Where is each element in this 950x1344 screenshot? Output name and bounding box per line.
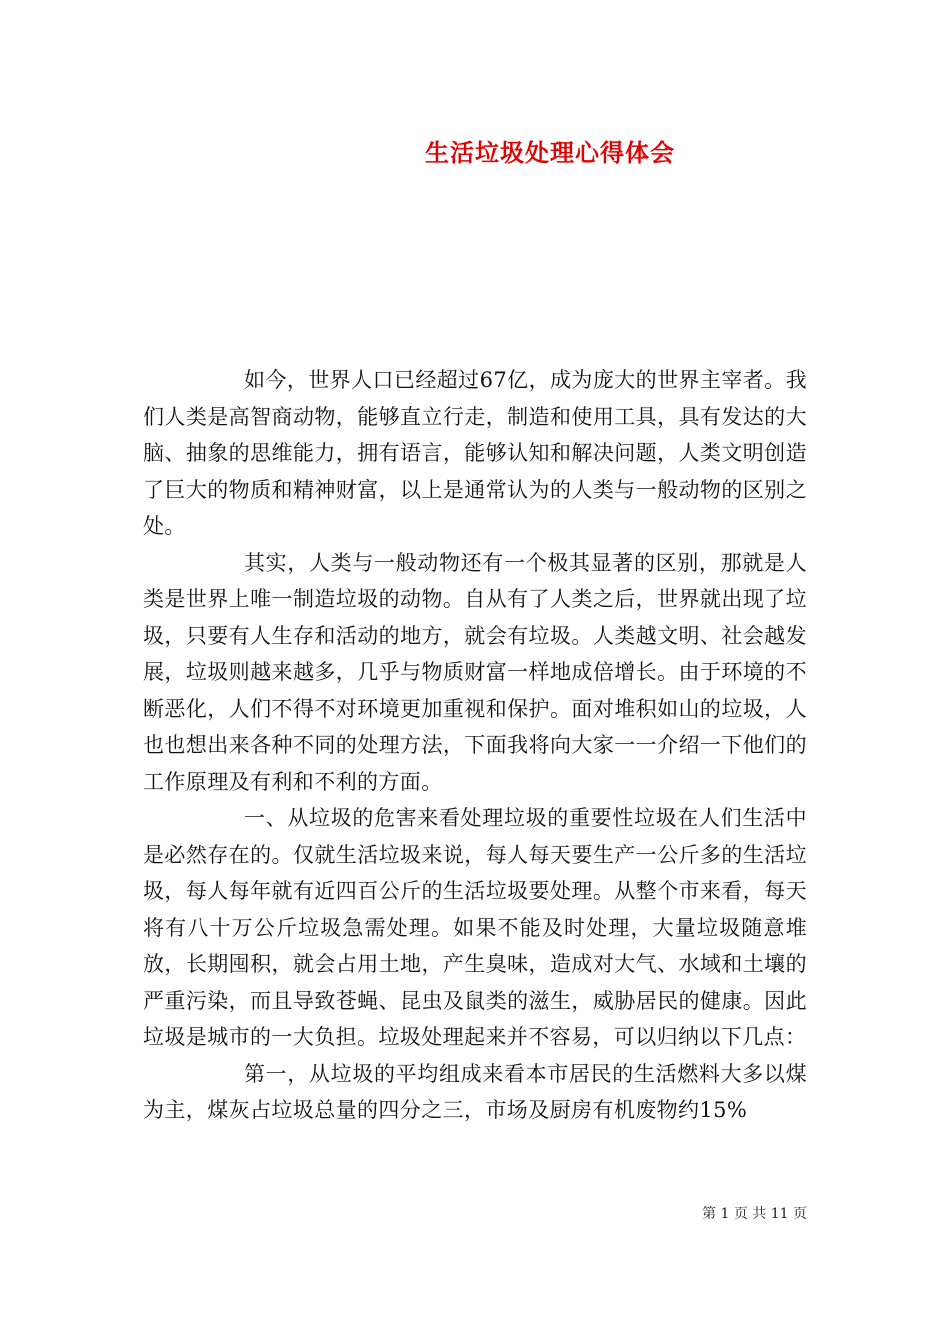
paragraph-section-one: 一、从垃圾的危害来看处理垃圾的重要性垃圾在人们生活中是必然存在的。仅就生活垃圾来说，每人每天要生产一公斤多的生活垃圾，每人每年就有近四百公斤的生活垃圾要处理。从整个市来看，每天将有八十万公斤垃圾急需处理。如果不能及时处理，大量垃圾随意堆放，长期囤积，就会占用土地，产生臭味，造成对大气、水域和土壤的严重污染，而且导致苍蝇、昆虫及鼠类的滋生，威胁居民的健康。因此垃圾是城市的一大负担。垃圾处理起来并不容易，可以归纳以下几点： xyxy=(143,806,807,1049)
document-title: 生活垃圾处理心得体会 xyxy=(425,138,675,167)
page-number-footer: 第 1 页 共 11 页 xyxy=(702,1206,807,1222)
document-body xyxy=(143,362,807,1129)
paragraph-difference: 其实，人类与一般动物还有一个极其显著的区别，那就是人类是世界上唯一制造垃圾的动物。自从有了人类之后，世界就出现了垃圾，只要有人生存和活动的地方，就会有垃圾。人类越文明、社会越发展，垃圾则越来越多，几乎与物质财富一样地成倍增长。由于环境的不断恶化，人们不得不对环境更加重视和保护。面对堆积如山的垃圾，人也也想出来各种不同的处理方法，下面我将向大家一一介绍一下他们的工作原理及有利和不利的方面。 xyxy=(143,550,807,794)
paragraph-point-one: 第一，从垃圾的平均组成来看本市居民的生活燃料大多以煤为主，煤灰占垃圾总量的四分之三，市场及厨房有机废物约15% xyxy=(143,1061,807,1122)
paragraph-intro: 如今，世界人口已经超过67亿，成为庞大的世界主宰者。我们人类是高智商动物，能够直立行走，制造和使用工具，具有发达的大脑、抽象的思维能力，拥有语言，能够认知和解决问题，人类文明创造了巨大的物质和精神财富，以上是通常认为的人类与一般动物的区别之处。 xyxy=(143,368,807,538)
